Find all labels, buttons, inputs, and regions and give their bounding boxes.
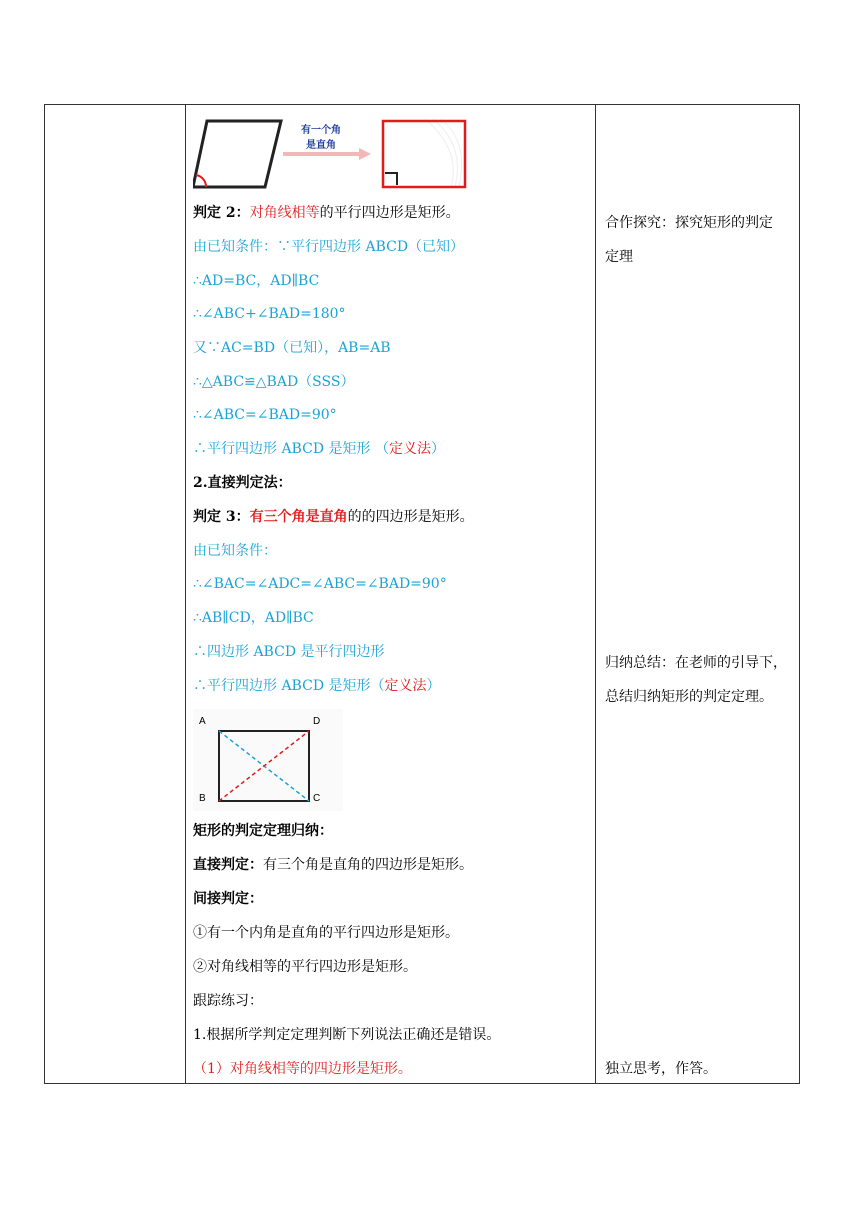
- question-1: 1.根据所学判定定理判断下列说法正确还是错误。: [193, 1027, 501, 1043]
- proof-line-angle-sum: ∴∠ABC+∠BAD=180°: [193, 306, 346, 322]
- arrow-shaft: [283, 152, 359, 156]
- label-c: C: [313, 793, 321, 804]
- theorem-2: 判定 2：对角线相等的平行四边形是矩形。: [193, 205, 460, 221]
- proof-line-right-angles: ∴∠ABC=∠BAD=90°: [193, 407, 337, 423]
- proof-line-given: 由已知条件：∵平行四边形 ABCD（已知）: [193, 239, 465, 255]
- parallelogram-to-rectangle-figure: [193, 111, 475, 193]
- indirect-heading: 间接判定：: [193, 891, 263, 907]
- angle-mark: [196, 175, 206, 187]
- column-divider-1: [185, 105, 186, 1083]
- proof-line-four-angles: ∴∠BAC=∠ADC=∠ABC=∠BAD=90°: [193, 576, 447, 592]
- practice-heading: 跟踪练习：: [193, 993, 263, 1009]
- summary-heading: 矩形的判定定理归纳：: [193, 823, 333, 839]
- activity-explore-1: 合作探究：探究矩形的判定: [605, 215, 773, 231]
- theorem-3: 判定 3：有三个角是直角的的四边形是矩形。: [193, 509, 474, 525]
- indirect-item-1: ①有一个内角是直角的平行四边形是矩形。: [193, 925, 459, 941]
- direct-judgement: 直接判定：有三个角是直角的四边形是矩形。: [193, 857, 473, 873]
- column-divider-2: [595, 105, 596, 1083]
- right-angle-mark: [385, 173, 397, 185]
- activity-independent: 独立思考，作答。: [605, 1061, 717, 1077]
- label-d: D: [313, 716, 321, 727]
- label-a: A: [199, 716, 206, 727]
- proof-line-rect: ∴平行四边形 ABCD 是矩形（定义法）: [193, 678, 441, 694]
- arrow-text-1: 有一个角: [301, 125, 341, 136]
- lesson-table: [44, 104, 800, 1084]
- proof-line-ac-bd: 又∵AC=BD（已知），AB=AB: [193, 340, 391, 356]
- arrow-head: [359, 148, 371, 160]
- proof-line-parallel: ∴AB∥CD，AD∥BC: [193, 610, 314, 626]
- question-1-1: （1）对角线相等的四边形是矩形。: [193, 1061, 412, 1077]
- indirect-item-2: ②对角线相等的平行四边形是矩形。: [193, 959, 417, 975]
- label-b: B: [199, 793, 206, 804]
- activity-summary-1: 归纳总结：在老师的引导下，: [605, 655, 787, 671]
- activity-summary-2: 总结归纳矩形的判定定理。: [605, 689, 773, 705]
- proof-line-conclusion: ∴平行四边形 ABCD 是矩形 （定义法）: [193, 441, 445, 457]
- proof-line-congruent: ∴△ABC≌△BAD（SSS）: [193, 374, 355, 390]
- proof-line-given-2: 由已知条件：: [193, 543, 277, 559]
- activity-explore-2: 定理: [605, 249, 633, 265]
- rectangle-diagonals-figure: [193, 709, 343, 811]
- parallelogram-shape: [193, 121, 281, 187]
- proof-line-ad-bc: ∴AD=BC，AD∥BC: [193, 273, 320, 289]
- proof-line-para-quad: ∴四边形 ABCD 是平行四边形: [193, 644, 385, 660]
- direct-method-heading: 2.直接判定法：: [193, 475, 292, 491]
- arrow-text-2: 是直角: [306, 140, 336, 151]
